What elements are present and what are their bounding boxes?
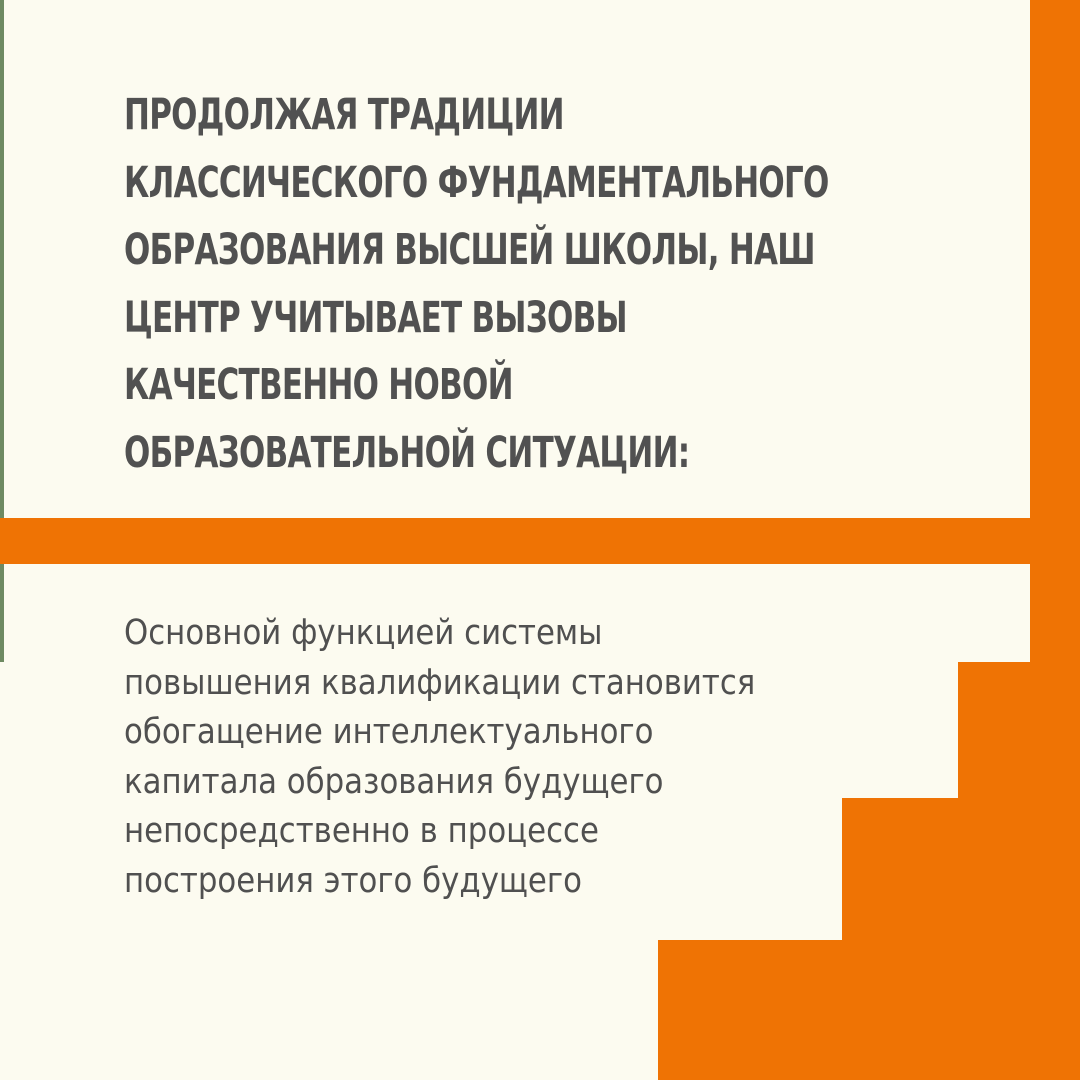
- body-line: непосредственно в процессе: [124, 811, 599, 851]
- body-line: повышения квалификации становится: [124, 662, 756, 703]
- body-line: капитала образования будущего: [124, 761, 664, 802]
- orange-horizontal-band: [0, 518, 1080, 564]
- orange-stair-step-4: [658, 940, 1080, 1080]
- heading-line: ОБРАЗОВАНИЯ ВЫСШЕЙ ШКОЛЫ, НАШ: [124, 225, 815, 275]
- body-line: Основной функцией системы: [124, 613, 603, 653]
- heading-line: КЛАССИЧЕСКОГО ФУНДАМЕНТАЛЬНОГО: [124, 157, 829, 208]
- heading-line: ЦЕНТР УЧИТЫВАЕТ ВЫЗОВЫ: [124, 292, 627, 343]
- slide-body-text: [124, 609, 828, 906]
- body-line: обогащение интеллектуального: [124, 712, 654, 752]
- heading-line: ОБРАЗОВАТЕЛЬНОЙ СИТУАЦИИ:: [124, 427, 690, 478]
- body-line: построения этого будущего: [124, 860, 582, 901]
- slide-heading: [124, 82, 829, 487]
- heading-line: ПРОДОЛЖАЯ ТРАДИЦИИ: [124, 90, 564, 140]
- heading-line: КАЧЕСТВЕННО НОВОЙ: [124, 360, 513, 410]
